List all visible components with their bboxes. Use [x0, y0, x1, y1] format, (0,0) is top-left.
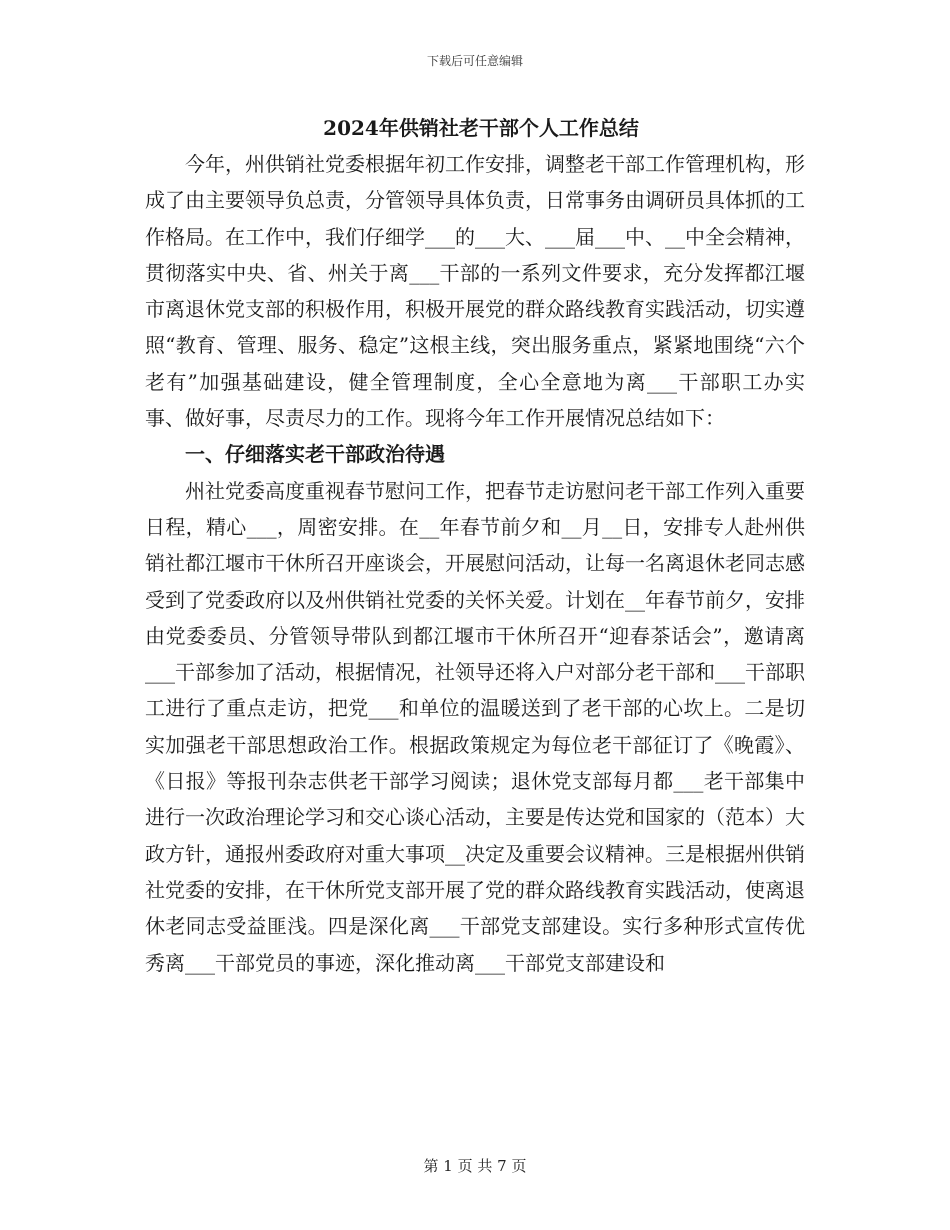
- document-title: 2024年供销社老干部个人工作总结: [323, 116, 639, 140]
- header-note: 下载后可任意编辑: [426, 54, 523, 68]
- intro-paragraph: 今年，州供销社党委根据年初工作安排，调整老干部工作管理机构，形成了由主要领导负总责，分管领导具体负责，日常事务由调研员具体抓的工作格局。在工作中，我们仔细学___的___大、___届___中、__中全会精神，贯彻落实中央、省、州关于离___干部的一系列文件要求，充分发挥都江堰市离退休党支部的积极作用，积极开展党的群众路线教育实践活动，切实遵照“教育、管理、服务、稳定”这根主线，突出服务重点，紧紧地围绕“六个老有”加强基础建设，健全管理制度，全心全意地为离___干部职工办实事、做好事，尽责尽力的工作。现将今年工作开展情况总结如下：: [145, 152, 805, 431]
- section-heading: 一、仔细落实老干部政治待遇: [185, 442, 445, 467]
- page-footer: 第 1 页 共 7 页: [423, 1157, 527, 1175]
- section-paragraph: 州社党委高度重视春节慰问工作，把春节走访慰问老干部工作列入重要日程，精心___，周密安排。在__年春节前夕和__月__日，安排专人赴州供销社都江堰市干休所召开座谈会，开展慰问活动，让每一名离退休老同志感受到了党委政府以及州供销社党委的关怀关爱。计划在__年春节前夕，安排由党委委员、分管领导带队到都江堰市干休所召开“迎春茶话会”，邀请离___干部参加了活动，根据情况，社领导还将入户对部分老干部和___干部职工进行了重点走访，把党___和单位的温暖送到了老干部的心坎上。二是切实加强老干部思想政治工作。根据政策规定为每位老干部征订了《晚霞》、《日报》等报刊杂志供老干部学习阅读；退休党支部每月都___老干部集中进行一次政治理论学习和交心谈心活动，主要是传达党和国家的（范本）大政方针，通报州委政府对重大事项__决定及重要会议精神。三是根据州供销社党委的安排，在干休所党支部开展了党的群众路线教育实践活动，使离退休老同志受益匪浅。四是深化离___干部党支部建设。实行多种形式宣传优秀离___干部党员的事迹，深化推动离___干部党支部建设和: [145, 478, 805, 975]
- document-body: [145, 110, 805, 981]
